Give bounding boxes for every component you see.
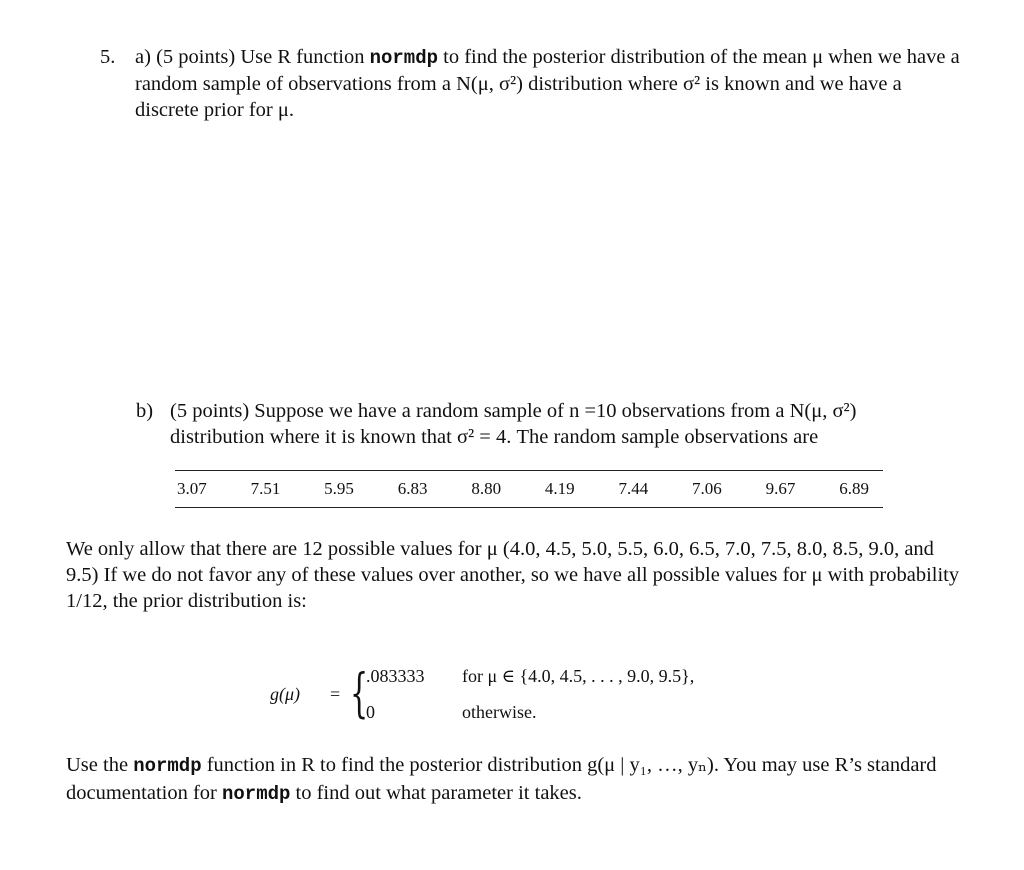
- formula-brace: {: [350, 664, 369, 724]
- observation-value: 8.80: [471, 479, 502, 498]
- observation-value: 6.83: [397, 479, 428, 498]
- case2-condition: otherwise.: [462, 702, 537, 722]
- question-5: [100, 44, 960, 123]
- observation-value: 5.95: [324, 479, 354, 498]
- prior-formula: [270, 660, 830, 730]
- part-a-label: a): [135, 46, 151, 68]
- observation-value: 3.07: [177, 479, 207, 498]
- observations-table: [175, 470, 883, 508]
- prior-description: We only allow that there are 12 possible values for μ (4.0, 4.5, 5.0, 5.5, 6.0, 6.5, 7.0, 7.5, 8.0, 8.5, 9.0, and 9.5) If we do not favor any of these values over another, so we have all possible values for μ with probability 1/12, the prior distribution is:: [66, 538, 960, 612]
- observation-value: 6.89: [839, 479, 869, 498]
- final-text-2: function in R to find the posterior distribution g(μ | y₁, …, yₙ). You may use R’s standard documentation for: [66, 754, 937, 804]
- observation-value: 7.44: [618, 479, 649, 498]
- part-b-label: b): [136, 400, 154, 422]
- formula-lhs: g(μ): [270, 684, 301, 704]
- function-name: normdp: [133, 755, 202, 777]
- question-number: 5.: [100, 46, 116, 68]
- observation-value: 7.06: [692, 479, 722, 498]
- observation-value: 9.67: [765, 479, 796, 498]
- observation-value: 7.51: [250, 479, 281, 498]
- question-5b-text: (5 points) Suppose we have a random sample of n =10 observations from a N(μ, σ²) distribution where it is known that σ² = 4. The random sample observations are: [170, 400, 857, 448]
- q5a-text-2: to find the posterior distribution of the mean μ when we have a random sample of observations from a N(μ, σ²) distribution where σ² is known and we have a discrete prior for μ.: [135, 46, 960, 121]
- final-text-3: to find out what parameter it takes.: [290, 782, 582, 804]
- question-5b: [136, 398, 956, 450]
- function-name: normdp: [221, 783, 291, 805]
- case1-condition: for μ ∈ {4.0, 4.5, . . . , 9.0, 9.5},: [462, 666, 695, 686]
- formula-equals: =: [330, 684, 341, 704]
- question-5a-text: [135, 44, 960, 123]
- case1-value: .083333: [366, 666, 425, 686]
- final-text-1: Use the: [66, 754, 134, 776]
- final-instruction: [66, 752, 966, 808]
- case2-value: 0: [366, 702, 375, 722]
- function-name: normdp: [369, 47, 439, 69]
- q5a-text-1: (5 points) Use R function: [150, 46, 370, 68]
- observation-value: 4.19: [544, 479, 575, 498]
